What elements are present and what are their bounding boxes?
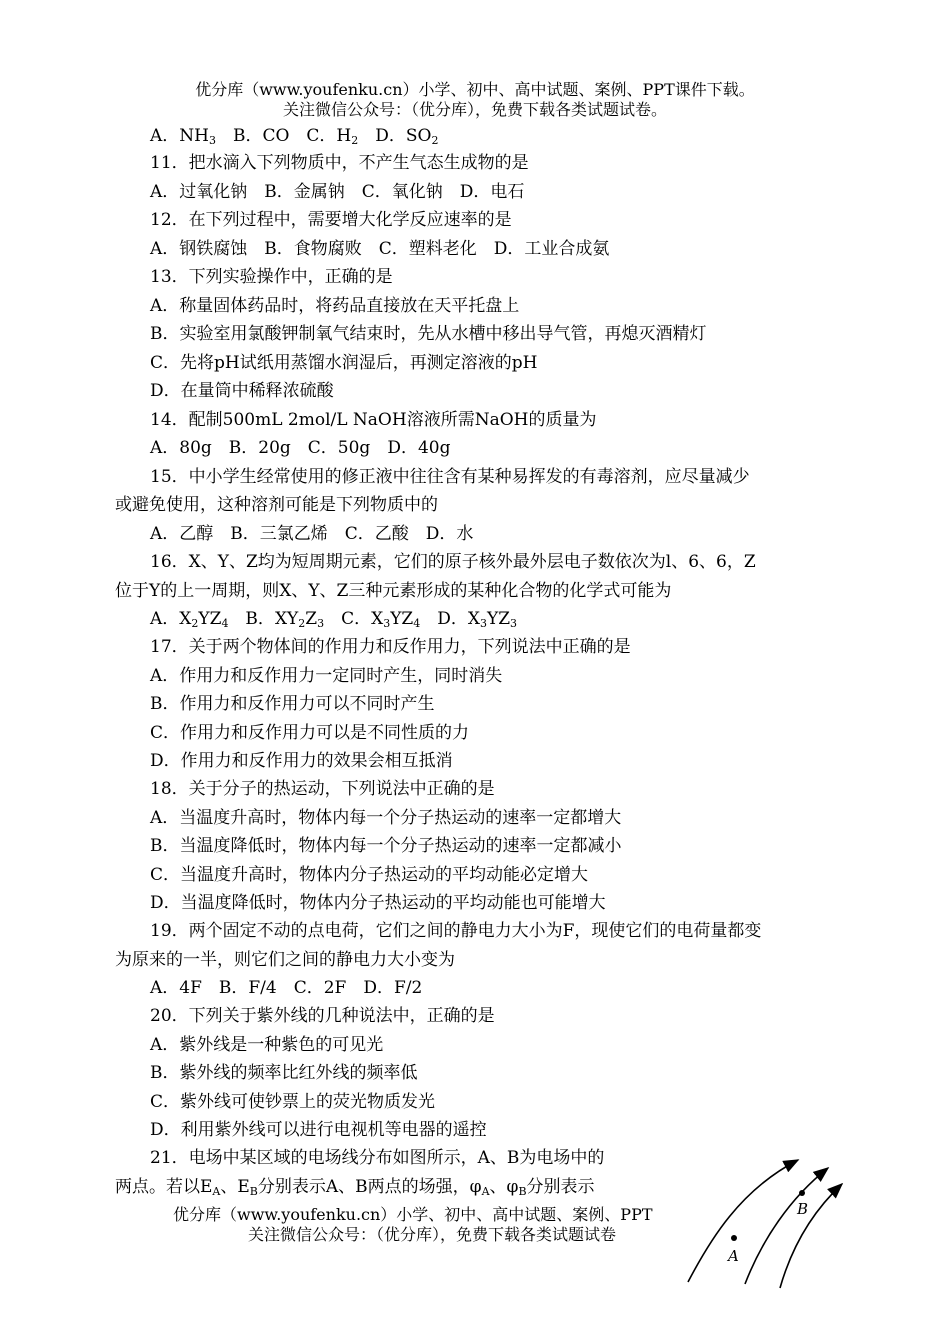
q20-option-c: C．紫外线可使钞票上的荧光物质发光: [150, 1092, 436, 1112]
q20-option-d: D．利用紫外线可以进行电视机等电器的遥控: [150, 1120, 487, 1140]
q20-stem: 20．下列关于紫外线的几种说法中，正确的是: [150, 1006, 495, 1026]
q12-options: A．钢铁腐蚀 B．食物腐败 C．塑料老化 D．工业合成氨: [150, 239, 610, 259]
q15-stem-2: 或避免使用，这种溶剂可能是下列物质中的: [115, 495, 438, 515]
q20-option-b: B．紫外线的频率比红外线的频率低: [150, 1063, 418, 1083]
q14-options: A．80g B．20g C．50g D．40g: [150, 438, 451, 458]
q13-option-c: C．先将pH试纸用蒸馏水润湿后，再测定溶液的pH: [150, 353, 538, 373]
q16-stem-1: 16．X、Y、Z均为短周期元素，它们的原子核外最外层电子数依次为l、6、6，Z: [150, 552, 756, 572]
q17-option-b: B．作用力和反作用力可以不同时产生: [150, 694, 435, 714]
q12-stem: 12．在下列过程中，需要增大化学反应速率的是: [150, 210, 512, 230]
q13-option-d: D．在量筒中稀释浓硫酸: [150, 381, 334, 401]
q18-stem: 18．关于分子的热运动，下列说法中正确的是: [150, 779, 495, 799]
q14-stem: 14．配制500mL 2mol/L NaOH溶液所需NaOH的质量为: [150, 410, 597, 430]
q17-option-a: A．作用力和反作用力一定同时产生，同时消失: [150, 666, 503, 686]
q16-options: A．$X_2YZ_4$ B．$XY_2Z_3$ C．$X_3YZ_4$ D．$X_3YZ_3$: [150, 609, 518, 630]
q18-option-d: D．当温度降低时，物体内分子热运动的平均动能也可能增大: [150, 893, 606, 913]
point-b-dot: [799, 1190, 805, 1196]
q11-stem: 11．把水滴入下列物质中，不产生气态生成物的是: [150, 153, 529, 173]
electric-field-figure: [680, 1150, 850, 1290]
q15-stem-1: 15．中小学生经常使用的修正液中往往含有某种易挥发的有毒溶剂，应尽量减少: [150, 467, 750, 487]
q18-option-a: A．当温度升高时，物体内每一个分子热运动的速率一定都增大: [150, 808, 622, 828]
q17-option-c: C．作用力和反作用力可以是不同性质的力: [150, 723, 470, 743]
field-line-3: [780, 1184, 842, 1288]
point-a-label: A: [728, 1247, 739, 1265]
q19-stem-2: 为原来的一半，则它们之间的静电力大小变为: [115, 950, 455, 970]
q17-option-d: D．作用力和反作用力的效果会相互抵消: [150, 751, 453, 771]
header-line-2: 关注微信公众号：（优分库），免费下载各类试题试卷。: [282, 100, 667, 119]
footer-line-1: 优分库（www.youfenku.cn）小学、初中、高中试题、案例、PPT: [173, 1205, 653, 1224]
q13-option-b: B．实验室用氯酸钾制氧气结束时，先从水槽中移出导气管，再熄灭酒精灯: [150, 324, 707, 344]
header-line-1: 优分库（www.youfenku.cn）小学、初中、高中试题、案例、PPT课件下载。: [195, 80, 755, 99]
q11-options: A．过氧化钠 B．金属钠 C．氧化钠 D．电石: [150, 182, 525, 202]
q21-stem-2: 两点。若以$E_A$、$E_B$分别表示A、B两点的场强，$\varphi_A$、$\varphi_B$分别表示: [115, 1177, 595, 1198]
field-line-1: [688, 1160, 798, 1282]
q15-options: A．乙醇 B．三氯乙烯 C．乙酸 D．水: [150, 524, 474, 544]
footer-line-2: 关注微信公众号：（优分库），免费下载各类试题试卷: [248, 1225, 617, 1244]
q13-stem: 13．下列实验操作中，正确的是: [150, 267, 393, 287]
q20-option-a: A．紫外线是一种紫色的可见光: [150, 1035, 384, 1055]
point-b-label: B: [797, 1200, 809, 1218]
q18-option-b: B．当温度降低时，物体内每一个分子热运动的速率一定都减小: [150, 836, 622, 856]
q16-stem-2: 位于Y的上一周期，则X、Y、Z三种元素形成的某种化合物的化学式可能为: [115, 581, 672, 601]
q17-stem: 17．关于两个物体间的作用力和反作用力，下列说法中正确的是: [150, 637, 631, 657]
q19-options: A．4F B．F/4 C．2F D．F/2: [150, 978, 423, 998]
point-a-dot: [731, 1235, 737, 1241]
q13-option-a: A．称量固体药品时，将药品直接放在天平托盘上: [150, 296, 520, 316]
q10-options: A．$NH_3$ B．CO C．$H_2$ D．$SO_2$: [150, 126, 439, 147]
q18-option-c: C．当温度升高时，物体内分子热运动的平均动能必定增大: [150, 865, 589, 885]
q21-stem-1: 21．电场中某区域的电场线分布如图所示，A、B为电场中的: [150, 1148, 605, 1168]
q19-stem-1: 19．两个固定不动的点电荷，它们之间的静电力大小为F，现使它们的电荷量都变: [150, 921, 762, 941]
